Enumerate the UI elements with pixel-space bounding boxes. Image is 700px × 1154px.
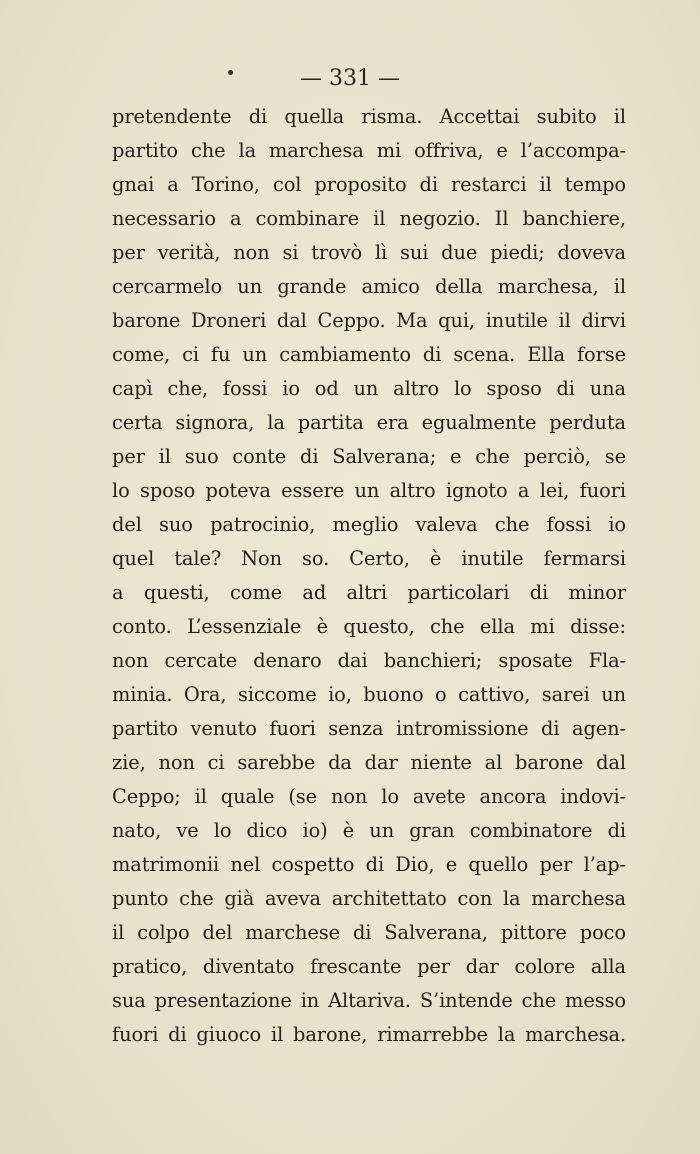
text-line: partito venuto fuori senza intromissione di agen- [112,717,626,740]
text-line: conto. L’essenziale è questo, che ella mi disse: [112,615,626,638]
text-line: pretendente di quella risma. Accettai subito il [112,105,626,128]
text-line: pratico, diventato frescante per dar colore alla [112,955,626,978]
text-line: matrimonii nel cospetto di Dio, e quello per l’ap- [112,853,626,876]
text-line: cercarmelo un grande amico della marchesa, il [112,275,626,298]
text-line: per verità, non si trovò lì sui due piedi; doveva [112,241,626,264]
text-line: necessario a combinare il negozio. Il banchiere, [112,207,626,230]
text-line: zie, non ci sarebbe da dar niente al barone dal [112,751,626,774]
text-line: minia. Ora, siccome io, buono o cattivo, sarei un [112,683,626,706]
text-line: gnai a Torino, col proposito di restarci il tempo [112,173,626,196]
text-line: punto che già aveva architettato con la marchesa [112,887,626,910]
page-number: — 331 — [300,66,400,91]
text-line: non cercate denaro dai banchieri; sposate Fla- [112,649,626,672]
text-line: Ceppo; il quale (se non lo avete ancora indovi- [112,785,626,808]
text-line: come, ci fu un cambiamento di scena. Ella forse [112,343,626,366]
text-line: lo sposo poteva essere un altro ignoto a lei, fuori [112,479,626,502]
text-line: il colpo del marchese di Salverana, pittore poco [112,921,626,944]
text-line: partito che la marchesa mi offriva, e l’accompa- [112,139,626,162]
text-line: certa signora, la partita era egualmente perduta [112,411,626,434]
text-line: per il suo conte di Salverana; e che perciò, se [112,445,626,468]
text-line: barone Droneri dal Ceppo. Ma qui, inutile il dirvi [112,309,626,332]
text-line: quel tale? Non so. Certo, è inutile fermarsi [112,547,626,570]
body-text [112,100,626,1052]
text-line: fuori di giuoco il barone, rimarrebbe la marchesa. [112,1023,626,1046]
text-line: nato, ve lo dico io) è un gran combinatore di [112,819,626,842]
text-line: del suo patrocinio, meglio valeva che fossi io [112,513,626,536]
text-line: a questi, come ad altri particolari di minor [112,581,626,604]
text-line: capì che, fossi io od un altro lo sposo di una [112,377,626,400]
text-line: sua presentazione in Altariva. S’intende che messo [112,989,626,1012]
